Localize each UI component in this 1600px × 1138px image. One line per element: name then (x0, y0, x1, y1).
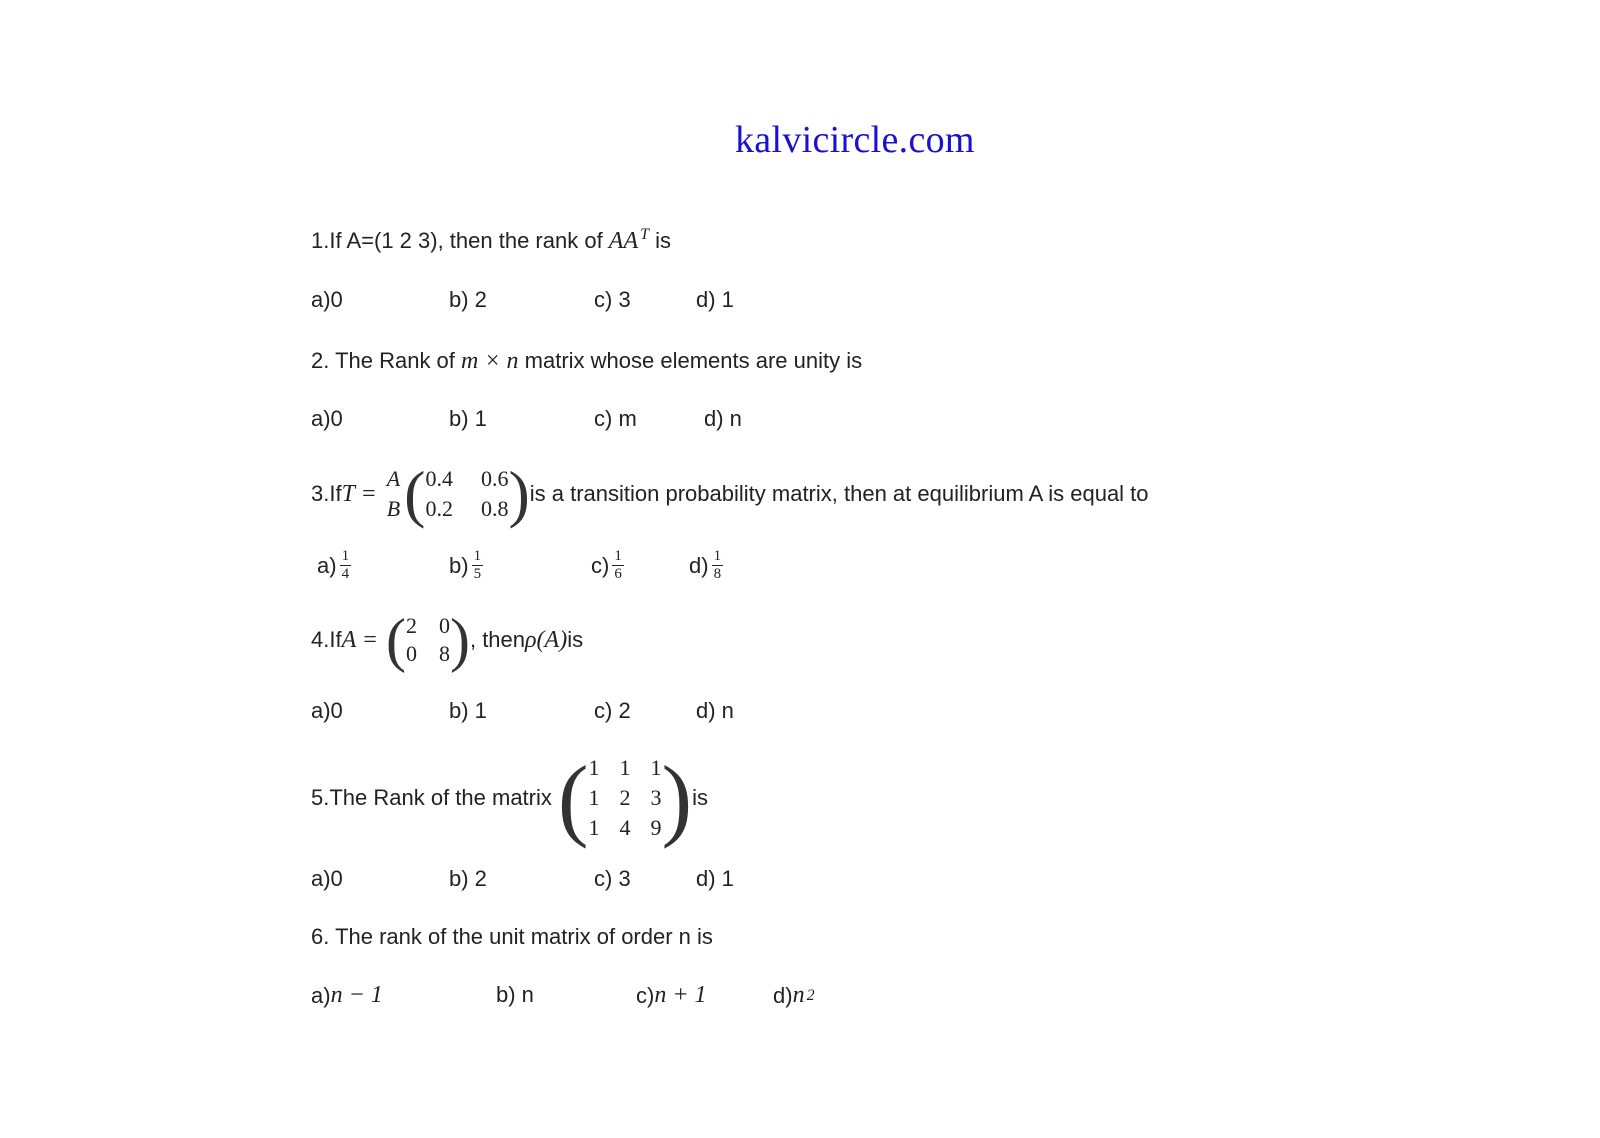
question-3-text: 3.If (311, 481, 342, 506)
question-3-options (311, 548, 1211, 594)
option-a (311, 982, 383, 1009)
option-c (636, 982, 707, 1009)
option-a: a)0 (311, 698, 343, 723)
option-b (496, 982, 534, 1008)
denominator: 5 (473, 566, 482, 582)
numerator: 1 (713, 548, 722, 564)
question-3-text-end: is a transition probability matrix, then at equilibrium A is equal to (529, 481, 1149, 506)
matrix-cell: 0.8 (480, 496, 509, 521)
option-b: b) 1 (449, 698, 487, 723)
option-superscript: 2 (806, 986, 815, 1004)
denominator: 8 (713, 566, 722, 582)
question-4-math: A = (341, 626, 378, 653)
watermark-site-name: kalvicircle.com (735, 119, 975, 161)
option-c (591, 548, 624, 583)
matrix-3x3 (557, 747, 693, 849)
option-a: a)0 (311, 406, 343, 431)
option-b: b) 2 (449, 866, 487, 891)
matrix-cell: 1 (588, 785, 600, 810)
right-paren: ) (508, 458, 530, 529)
matrix-cell: 1 (619, 755, 631, 780)
question-1-superscript: T (640, 226, 650, 243)
question-4-text-mid: , then (469, 627, 526, 652)
option-b: b) 1 (449, 406, 487, 431)
matrix-cell: 3 (650, 785, 662, 810)
left-paren: ( (386, 607, 406, 673)
question-5 (311, 747, 709, 849)
question-5-text-end: is (692, 785, 709, 810)
right-paren: ) (661, 747, 693, 849)
option-prefix: a) (311, 982, 331, 1008)
option-d: d) 1 (696, 866, 734, 891)
fraction (712, 548, 724, 583)
fraction (472, 548, 484, 583)
denominator: 4 (341, 566, 350, 582)
question-1-math: AA (608, 228, 639, 254)
matrix-cell: 0 (405, 641, 417, 666)
option-a: a)0 (311, 287, 343, 312)
option-d: d) n (696, 698, 734, 723)
option-a (317, 548, 351, 583)
matrix-cell: 1 (650, 755, 662, 780)
option-prefix: b) (449, 552, 469, 578)
option-prefix: b) n (496, 982, 534, 1007)
matrix-grid (425, 464, 508, 524)
question-4 (311, 607, 584, 673)
option-math: n − 1 (330, 982, 383, 1008)
question-1-text-end: is (649, 228, 672, 253)
matrix-row-labels (387, 464, 400, 524)
left-paren: ( (404, 458, 426, 529)
question-6-options (311, 982, 1211, 1016)
row-label: B (386, 496, 401, 521)
question-5-options (311, 866, 1211, 900)
option-a: a)0 (311, 866, 343, 891)
question-2 (311, 348, 862, 375)
row-label: A (386, 466, 401, 491)
matrix-cell: 2 (619, 785, 631, 810)
question-2-options (311, 406, 1211, 440)
numerator: 1 (614, 548, 622, 564)
option-d: d) 1 (696, 287, 734, 312)
matrix-grid (406, 612, 450, 668)
matrix-cell: 0 (438, 613, 450, 638)
numerator: 1 (473, 548, 482, 564)
question-5-text: 5.The Rank of the matrix (311, 785, 552, 810)
matrix-cell: 0.6 (480, 466, 509, 491)
option-d (773, 982, 815, 1009)
option-prefix: d) (689, 552, 709, 578)
option-prefix: c) (636, 982, 655, 1008)
matrix-grid (589, 753, 662, 843)
option-prefix: a) (317, 552, 337, 578)
question-4-math-2: ρ(A) (525, 626, 568, 653)
option-prefix: c) (591, 552, 610, 578)
question-4-options (311, 698, 1211, 732)
matrix-cell: 4 (619, 815, 631, 840)
option-d: d) n (704, 406, 742, 431)
matrix-cell: 8 (438, 641, 450, 666)
denominator: 6 (614, 566, 622, 582)
option-math: n + 1 (654, 982, 707, 1008)
question-3 (311, 458, 1149, 529)
matrix-cell: 1 (588, 755, 600, 780)
option-b: b) 2 (449, 287, 487, 312)
option-b (449, 548, 483, 583)
question-4-text-end: is (567, 627, 584, 652)
left-paren: ( (557, 747, 589, 849)
question-2-text-end: matrix whose elements are unity is (518, 348, 863, 373)
matrix-cell: 1 (588, 815, 600, 840)
matrix-a (386, 607, 470, 673)
question-1-options (311, 287, 1211, 321)
fraction (612, 548, 624, 583)
option-math: n (792, 982, 805, 1008)
numerator: 1 (341, 548, 350, 564)
transition-matrix (404, 458, 530, 529)
option-c: c) 2 (594, 698, 631, 723)
option-c: c) 3 (594, 866, 631, 891)
question-1 (311, 226, 671, 255)
fraction (340, 548, 352, 583)
matrix-cell: 0.2 (425, 496, 453, 521)
question-2-math: m × n (461, 348, 519, 374)
matrix-cell: 9 (650, 815, 662, 840)
matrix-cell: 0.4 (425, 466, 453, 491)
question-3-math: T = (341, 480, 377, 507)
question-6-text: 6. The rank of the unit matrix of order n is (311, 924, 713, 949)
option-prefix: d) (773, 982, 793, 1008)
matrix-cell: 2 (405, 613, 417, 638)
option-c: c) 3 (594, 287, 631, 312)
question-4-text: 4.If (311, 627, 342, 652)
question-1-text: 1.If A=(1 2 3), then the rank of (311, 228, 609, 253)
right-paren: ) (449, 607, 470, 673)
option-d (689, 548, 723, 583)
question-2-text: 2. The Rank of (311, 348, 462, 373)
question-6 (311, 924, 713, 950)
option-c: c) m (594, 406, 637, 431)
